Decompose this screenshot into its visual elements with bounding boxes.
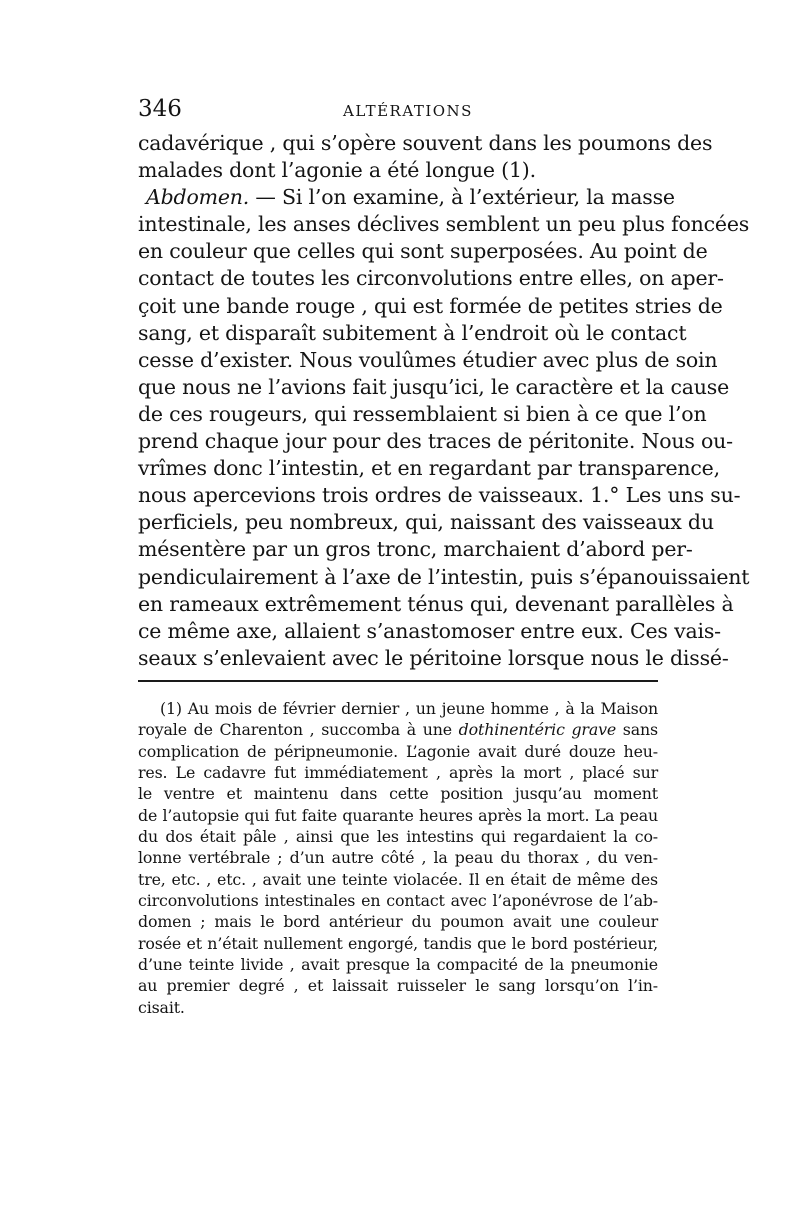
body-line: sang, et disparaît subitement à l’endroit où le contact	[138, 320, 687, 345]
body-line: mésentère par un gros tronc, marchaient d’abord per-	[138, 537, 693, 562]
footnote-line: tre, etc. , etc. , avait une teinte violacée. Il en était de même des	[138, 869, 658, 889]
body-line: nous apercevions trois ordres de vaisseaux. 1.° Les uns su-	[138, 483, 741, 508]
footnote-line: lonne vertébrale ; d’un autre côté , la peau du thorax , du ven-	[138, 848, 658, 868]
body-line: de ces rougeurs, qui ressemblaient si bien à ce que l’on	[138, 401, 707, 426]
running-title: ALTÉRATIONS	[343, 102, 473, 120]
body-line: seaux s’enlevaient avec le péritoine lorsque nous le dissé-	[138, 645, 729, 670]
footnote-line: complication de péripneumonie. L’agonie avait duré douze heu-	[138, 741, 658, 761]
footnote-line: domen ; mais le bord antérieur du poumon avait une couleur	[138, 912, 658, 932]
page-header	[138, 96, 658, 126]
footnote-line: (1) Au mois de février dernier , un jeune homme , à la Maison	[160, 699, 658, 718]
body-line: çoit une bande rouge , qui est formée de petites stries de	[138, 293, 723, 318]
main-text	[138, 130, 750, 672]
body-line: vrîmes donc l’intestin, et en regardant par transparence,	[138, 456, 720, 481]
body-line: malades dont l’agonie a été longue (1).	[138, 158, 536, 183]
body-line: pendiculairement à l’axe de l’intestin, puis s’épanouissaient	[138, 564, 750, 589]
section-heading: Abdomen.	[146, 185, 250, 210]
footnote-line: au premier degré , et laissait ruisseler le sang lorsqu’on l’in-	[138, 976, 658, 996]
body-line-text: — Si l’on examine, à l’extérieur, la masse	[255, 185, 675, 210]
body-line: contact de toutes les circonvolutions entre elles, on aper-	[138, 266, 724, 291]
body-line: prend chaque jour pour des traces de péritonite. Nous ou-	[138, 429, 733, 454]
footnote-italic-term: dothinentéric grave	[458, 720, 617, 740]
footnote-line: d’une teinte livide , avait presque la compacité de la pneumonie	[138, 955, 658, 975]
footnote-line: circonvolutions intestinales en contact avec l’aponévrose de l’ab-	[138, 891, 658, 911]
footnote-text: royale de Charenton , succomba à une	[138, 720, 459, 740]
body-line: en couleur que celles qui sont superposées. Au point de	[138, 239, 708, 264]
footnote	[138, 698, 658, 1018]
footnote-line: res. Le cadavre fut immédiatement , après la mort , placé sur	[138, 763, 658, 783]
footnote-line: le ventre et maintenu dans cette position jusqu’au moment	[138, 784, 658, 804]
body-line: ce même axe, allaient s’anastomoser entre eux. Ces vais-	[138, 618, 721, 643]
body-line: intestinale, les anses déclives semblent un peu plus foncées	[138, 212, 750, 237]
body-line: cadavérique , qui s’opère souvent dans les poumons des	[138, 131, 713, 155]
footnote-line: cisait.	[138, 997, 185, 1017]
page-number: 346	[138, 96, 182, 122]
footnote-line	[138, 719, 658, 740]
footnote-text: sans	[616, 720, 659, 740]
body-line	[138, 184, 675, 211]
footnote-line: rosée et n’était nullement engorgé, tandis que le bord postérieur,	[138, 933, 658, 953]
body-line: cesse d’exister. Nous voulûmes étudier avec plus de soin	[138, 347, 718, 372]
footnote-rule	[138, 680, 658, 682]
body-line: que nous ne l’avions fait jusqu’ici, le caractère et la cause	[138, 374, 730, 399]
footnote-line: de l’autopsie qui fut faite quarante heures après la mort. La peau	[138, 805, 658, 825]
body-line: perficiels, peu nombreux, qui, naissant des vaisseaux du	[138, 510, 714, 535]
body-line: en rameaux extrêmement ténus qui, devenant parallèles à	[138, 591, 734, 616]
footnote-line: du dos était pâle , ainsi que les intestins qui regardaient la co-	[138, 827, 658, 847]
